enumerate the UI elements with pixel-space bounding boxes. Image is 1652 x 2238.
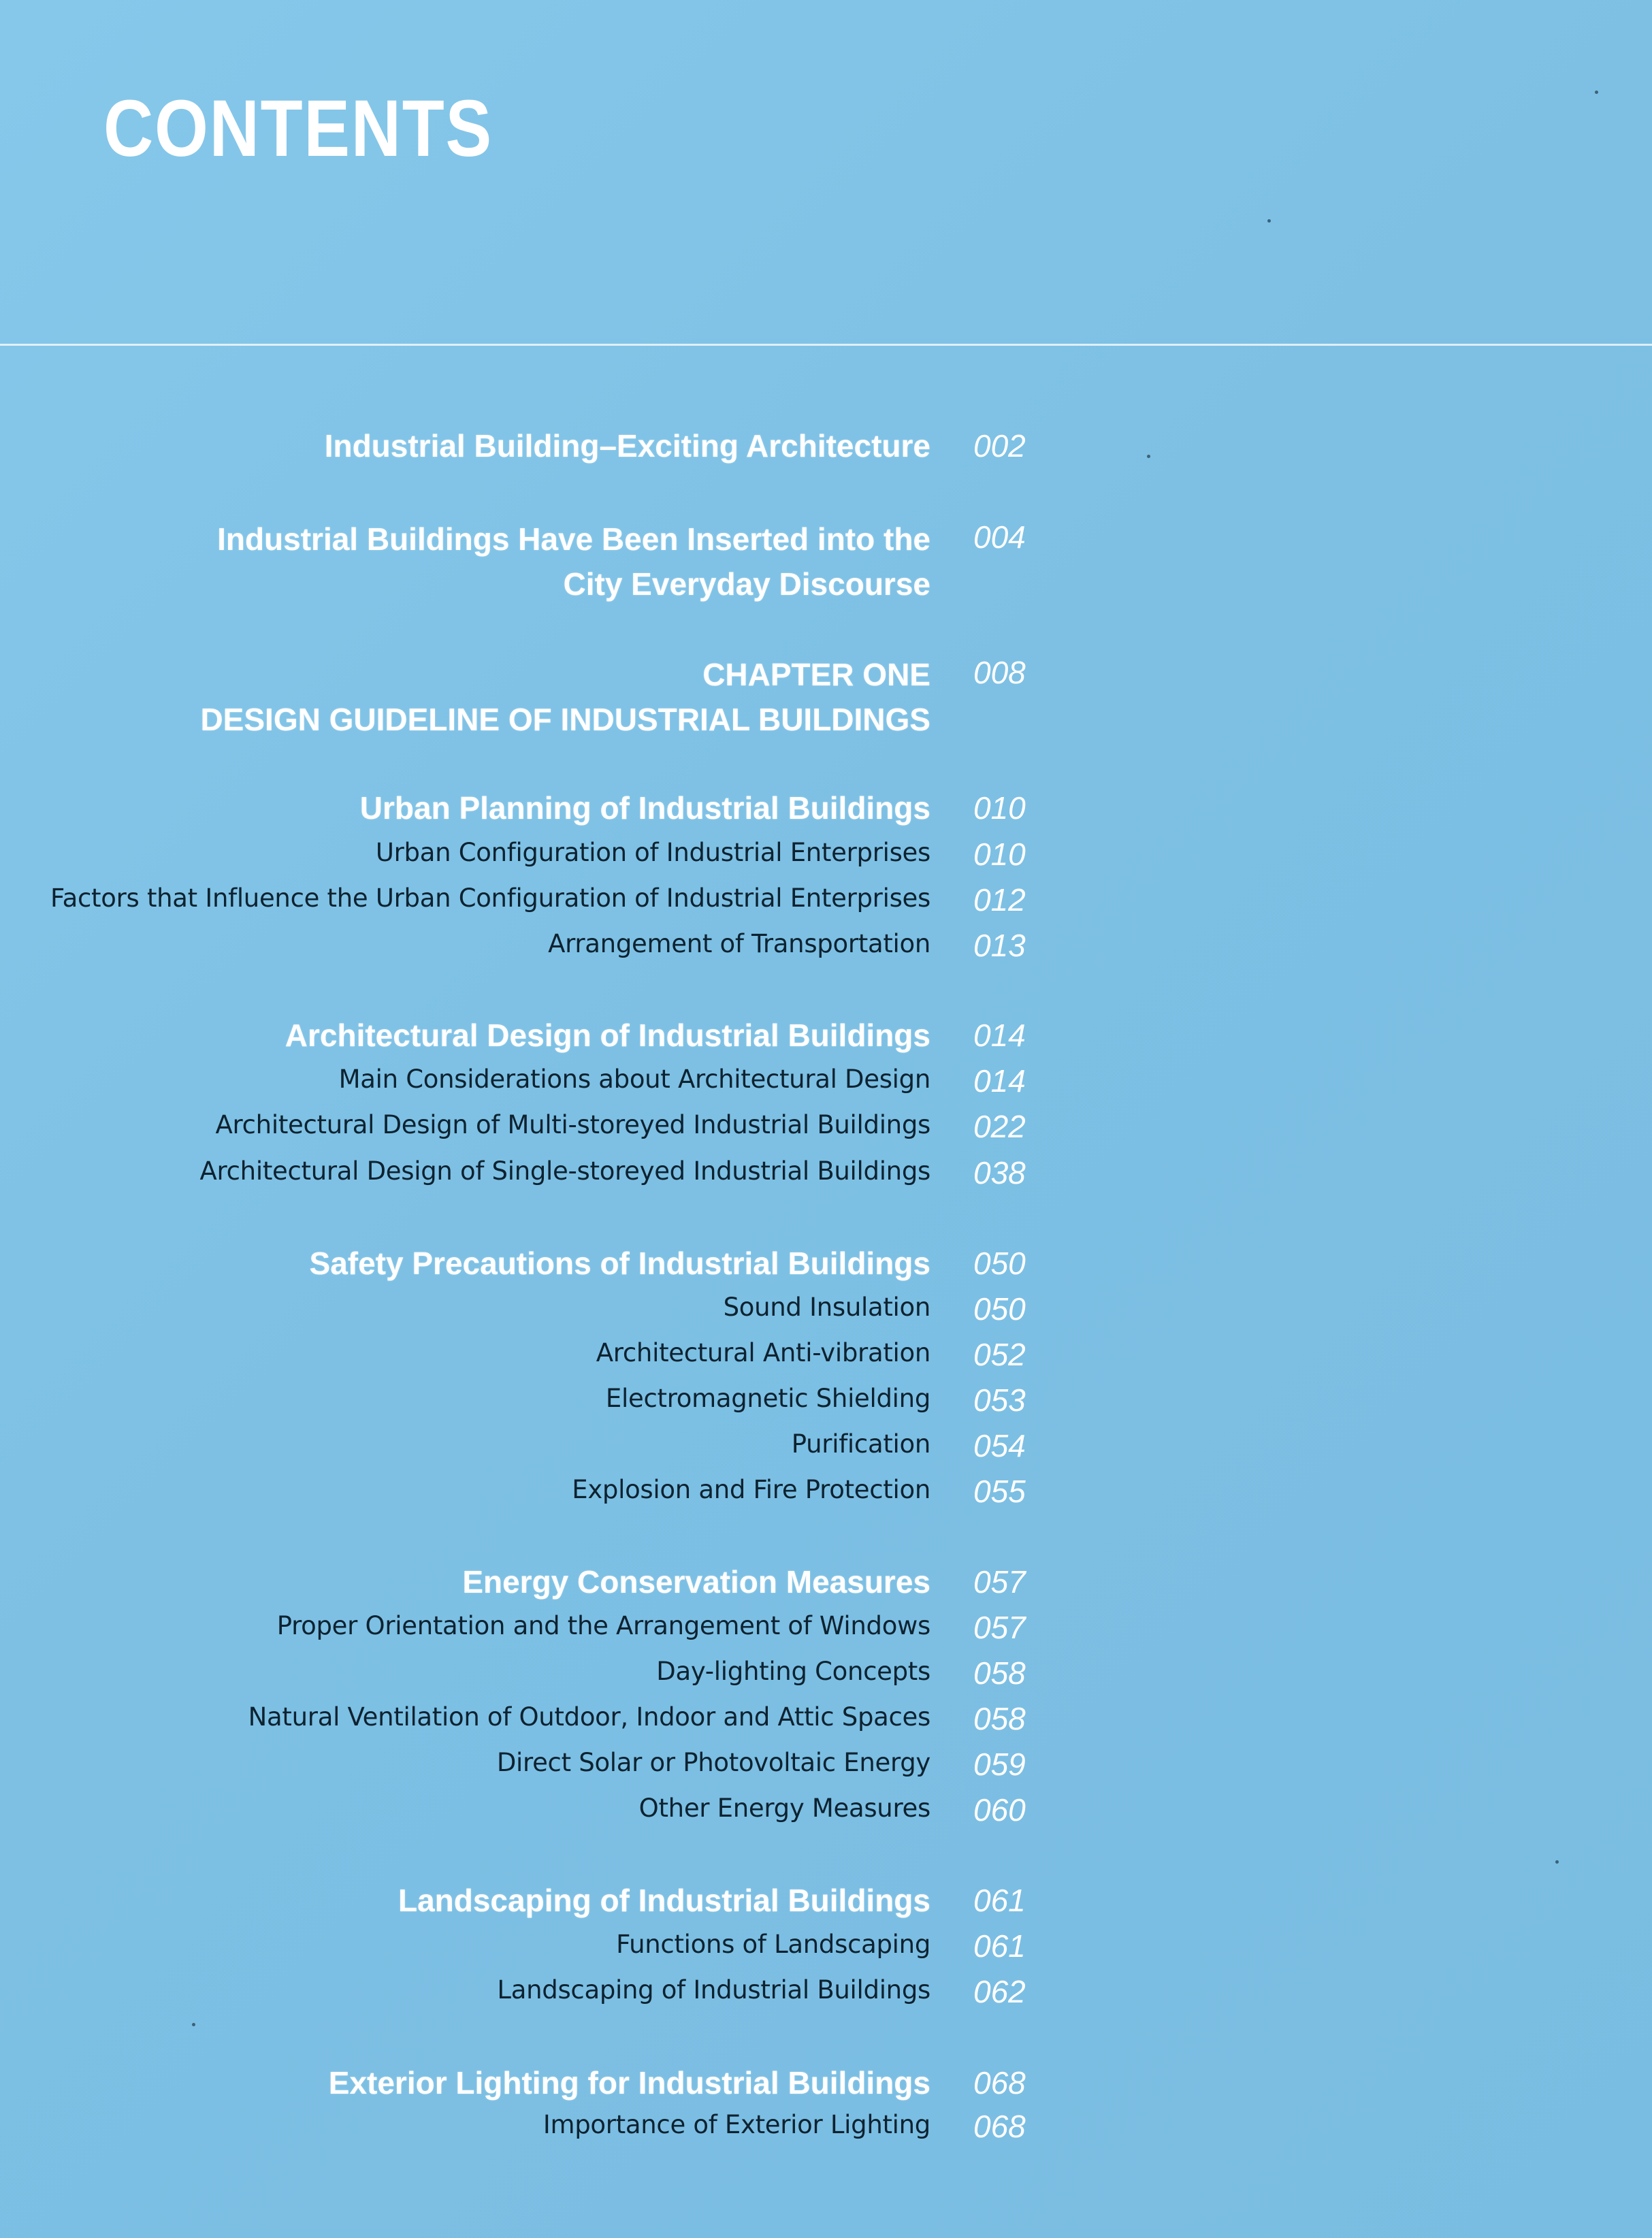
toc-page-number[interactable]: 061 xyxy=(973,1883,1026,1918)
toc-entry-line: City Everyday Discourse xyxy=(563,566,930,602)
toc-subentry[interactable]: Main Considerations about Architectural Design xyxy=(338,1065,930,1094)
toc-page-number[interactable]: 059 xyxy=(973,1747,1026,1782)
toc-section-title[interactable]: Energy Conservation Measures xyxy=(462,1564,930,1600)
speck xyxy=(192,2023,195,2026)
toc-subentry[interactable]: Architectural Anti-vibration xyxy=(596,1338,930,1367)
toc-subentry[interactable]: Proper Orientation and the Arrangement of Windows xyxy=(276,1611,930,1640)
page-title: CONTENTS xyxy=(103,84,493,174)
toc-page-number[interactable]: 002 xyxy=(973,428,1026,464)
toc-entry-line: DESIGN GUIDELINE OF INDUSTRIAL BUILDINGS xyxy=(200,702,930,737)
toc-page-number[interactable]: 068 xyxy=(973,2109,1026,2144)
toc-page-number[interactable]: 050 xyxy=(973,1291,1026,1327)
toc-section-title[interactable]: Urban Planning of Industrial Buildings xyxy=(359,790,930,826)
toc-subentry[interactable]: Importance of Exterior Lighting xyxy=(542,2110,930,2139)
toc-section-title[interactable]: Architectural Design of Industrial Buildings xyxy=(285,1018,930,1053)
toc-subentry[interactable]: Direct Solar or Photovoltaic Energy xyxy=(496,1748,930,1777)
speck xyxy=(1147,455,1150,458)
toc-subentry[interactable]: Explosion and Fire Protection xyxy=(572,1475,930,1504)
toc-entry-title[interactable] xyxy=(217,517,930,606)
toc-page-number[interactable]: 004 xyxy=(973,519,1026,555)
toc-subentry[interactable]: Other Energy Measures xyxy=(638,1794,930,1823)
toc-page-number[interactable]: 014 xyxy=(973,1063,1026,1099)
toc-page-number[interactable]: 053 xyxy=(973,1382,1026,1418)
toc-subentry[interactable]: Functions of Landscaping xyxy=(616,1930,930,1959)
speck xyxy=(1267,219,1271,223)
toc-page-number[interactable]: 068 xyxy=(973,2065,1026,2101)
toc-page-number[interactable]: 054 xyxy=(973,1428,1026,1463)
toc-subentry[interactable]: Factors that Influence the Urban Configuration of Industrial Enterprises xyxy=(50,883,930,913)
toc-subentry[interactable]: Architectural Design of Single-storeyed Industrial Buildings xyxy=(199,1156,930,1186)
toc-page-number[interactable]: 060 xyxy=(973,1792,1026,1828)
toc-entry-line: CHAPTER ONE xyxy=(702,657,930,692)
toc-page-number[interactable]: 057 xyxy=(973,1564,1026,1600)
toc-page-number[interactable]: 050 xyxy=(973,1246,1026,1281)
toc-page-number[interactable]: 058 xyxy=(973,1701,1026,1736)
toc-page-number[interactable]: 010 xyxy=(973,837,1026,872)
toc-subentry[interactable]: Arrangement of Transportation xyxy=(548,929,930,958)
toc-subentry[interactable]: Day-lighting Concepts xyxy=(656,1657,930,1686)
toc-subentry[interactable]: Sound Insulation xyxy=(723,1293,930,1322)
speck xyxy=(1555,1860,1559,1864)
toc-page-number[interactable]: 061 xyxy=(973,1928,1026,1964)
toc-section-title[interactable]: Safety Precautions of Industrial Buildings xyxy=(309,1246,930,1281)
toc-section-title[interactable]: Landscaping of Industrial Buildings xyxy=(398,1883,930,1918)
toc-page-number[interactable]: 014 xyxy=(973,1018,1026,1053)
toc-entry-line: Industrial Buildings Have Been Inserted into the xyxy=(217,521,930,557)
toc-page-number[interactable]: 008 xyxy=(973,655,1026,690)
toc-page-number[interactable]: 012 xyxy=(973,882,1026,918)
speck xyxy=(1595,91,1598,94)
toc-page-number[interactable]: 010 xyxy=(973,790,1026,826)
toc-subentry[interactable]: Purification xyxy=(791,1429,930,1459)
toc-page-number[interactable]: 052 xyxy=(973,1337,1026,1372)
toc-page-number[interactable]: 057 xyxy=(973,1610,1026,1645)
toc-subentry[interactable]: Landscaping of Industrial Buildings xyxy=(497,1975,930,2005)
toc-page-number[interactable]: 022 xyxy=(973,1109,1026,1144)
toc-page-number[interactable]: 062 xyxy=(973,1974,1026,2009)
toc-subentry[interactable]: Urban Configuration of Industrial Enterprises xyxy=(375,838,930,867)
toc-chapter-title[interactable] xyxy=(200,652,930,742)
toc-page-number[interactable]: 058 xyxy=(973,1655,1026,1691)
toc-subentry[interactable]: Architectural Design of Multi-storeyed Industrial Buildings xyxy=(215,1110,930,1139)
toc-subentry[interactable]: Natural Ventilation of Outdoor, Indoor and Attic Spaces xyxy=(248,1702,930,1732)
toc-page-number[interactable]: 055 xyxy=(973,1474,1026,1509)
header-divider xyxy=(0,344,1652,346)
toc-subentry[interactable]: Electromagnetic Shielding xyxy=(605,1384,930,1413)
toc-page-number[interactable]: 013 xyxy=(973,928,1026,963)
toc-page-number[interactable]: 038 xyxy=(973,1155,1026,1190)
toc-entry-title[interactable]: Industrial Building–Exciting Architecture xyxy=(324,428,930,464)
toc-section-title[interactable]: Exterior Lighting for Industrial Buildings xyxy=(328,2065,930,2101)
